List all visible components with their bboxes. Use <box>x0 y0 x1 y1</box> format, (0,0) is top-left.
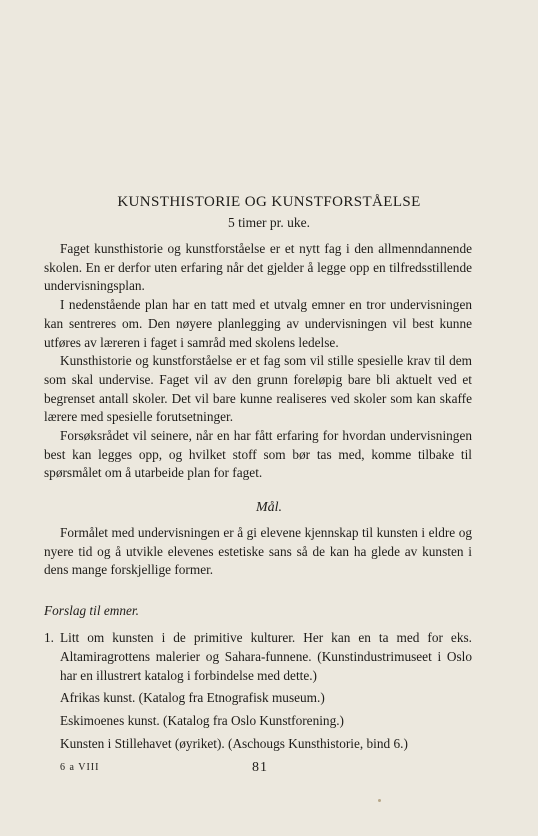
paragraph: Forsøksrådet vil seinere, når en har fått erfaring for hvordan undervisningen best kan legges opp, og hvilket stoff som bør tas med, komme tilbake til spørsmålet om å utarbeide plan for faget. <box>44 428 472 481</box>
section-heading-aim: Mål. <box>255 500 283 515</box>
intro-text <box>44 240 472 483</box>
page-subtitle: 5 timer pr. uke. <box>227 215 311 230</box>
list-subitem: Afrikas kunst. (Katalog fra Etnografisk museum.) <box>60 690 325 705</box>
list-item <box>44 628 472 685</box>
paragraph: I nedenstående plan har en tatt med et utvalg emner en tror undervisningen kan sentreres om. Den nøyere planlegging av undervisningen vil best kunne utføres av læreren i faget i samråd med skolens ledelse. <box>44 297 472 350</box>
printer-signature: 6 a VIII <box>60 762 100 773</box>
paragraph: Faget kunsthistorie og kunstforståelse er et nytt fag i den allmenndannende skolen. En er derfor uten erfaring når det gjelder å legge opp en tilfredsstillende undervisningsplan. <box>44 241 472 294</box>
page-number: 81 <box>252 760 268 775</box>
suggestion-list <box>44 628 472 757</box>
aim-text-block <box>44 524 472 580</box>
section-heading-suggestions: Forslag til emner. <box>44 603 139 618</box>
list-item-number: 1. <box>44 630 54 645</box>
paragraph: Kunsthistorie og kunstforståelse er et fag som vil stille spesielle krav til dem som skal undervise. Faget vil av den grunn foreløpig bare bli aktuelt ved et begrenset antall skoler. Det vil bare kunne realiseres ved skoler som kan skaffe lærere med spesielle forutsetninger. <box>44 353 472 425</box>
list-subitem: Eskimoenes kunst. (Katalog fra Oslo Kunstforening.) <box>60 713 344 728</box>
list-subitem: Kunsten i Stillehavet (øyriket). (Aschougs Kunsthistorie, bind 6.) <box>60 736 408 751</box>
aim-paragraph: Formålet med undervisningen er å gi elevene kjennskap til kunsten i eldre og nyere tid og å utvikle elevenes estetiske sans så de kan ha glede av kunsten i dens mange forskjellige former. <box>44 525 472 578</box>
page-title: KUNSTHISTORIE OG KUNSTFORSTÅELSE <box>117 194 421 210</box>
paper-speck <box>378 799 381 802</box>
list-item-text: Litt om kunsten i de primitive kulturer. Her kan en ta med for eks. Altamiragrottens malerier og Sahara-funnene. (Kunstindustrimuseet i Oslo har en illustrert katalog i forbindelse med dette.) <box>60 630 472 683</box>
